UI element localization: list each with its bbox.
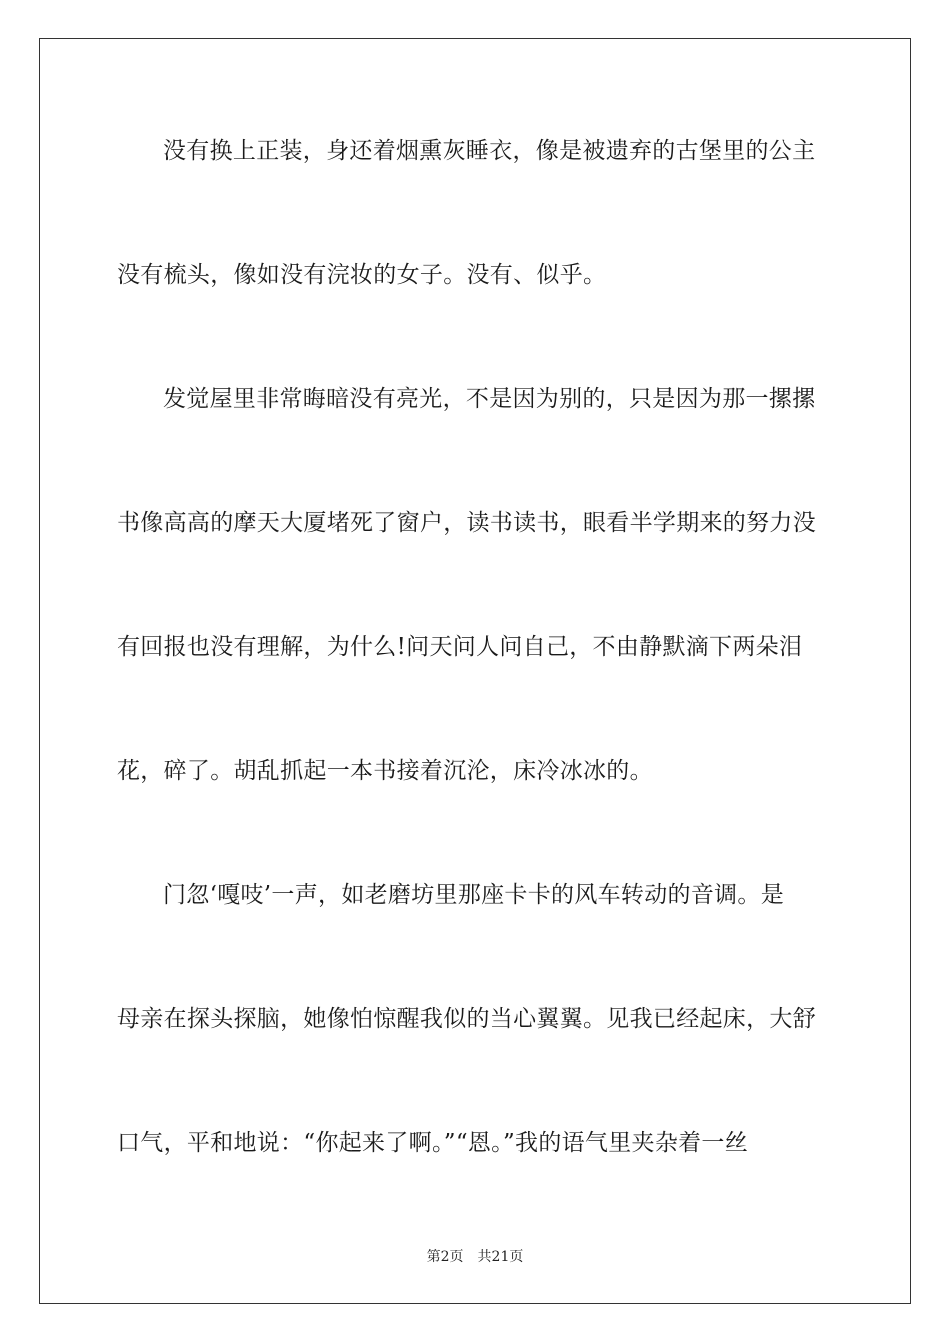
text-line-1: 没有换上正装，身还着烟熏灰睡衣，像是被遗弃的古堡里的公主: [163, 138, 816, 164]
text-line-3: 发觉屋里非常晦暗没有亮光，不是因为别的，只是因为那一摞摞: [163, 386, 816, 412]
text-line-7: 门忽‘嘎吱’一声，如老磨坊里那座卡卡的风车转动的音调。是: [163, 882, 785, 908]
page-footer: [0, 1248, 950, 1266]
text-line-6: 花，碎了。胡乱抓起一本书接着沉沦，床冷冰冰的。: [117, 758, 653, 784]
page-number: 第2页: [426, 1249, 464, 1265]
text-line-5: 有回报也没有理解，为什么!问天问人问自己，不由静默滴下两朵泪: [117, 634, 803, 660]
text-line-4: 书像高高的摩天大厦堵死了窗户，读书读书，眼看半学期来的努力没: [117, 510, 816, 536]
text-line-2: 没有梳头，像如没有浣妆的女子。没有、似乎。: [117, 262, 607, 288]
page-total: 共21页: [477, 1249, 524, 1265]
text-line-8: 母亲在探头探脑，她像怕惊醒我似的当心翼翼。见我已经起床，大舒: [117, 1006, 816, 1032]
page-frame: [39, 38, 911, 1304]
text-line-9: 口气，平和地说：“你起来了啊。”“恩。”我的语气里夹杂着一丝: [117, 1130, 749, 1156]
